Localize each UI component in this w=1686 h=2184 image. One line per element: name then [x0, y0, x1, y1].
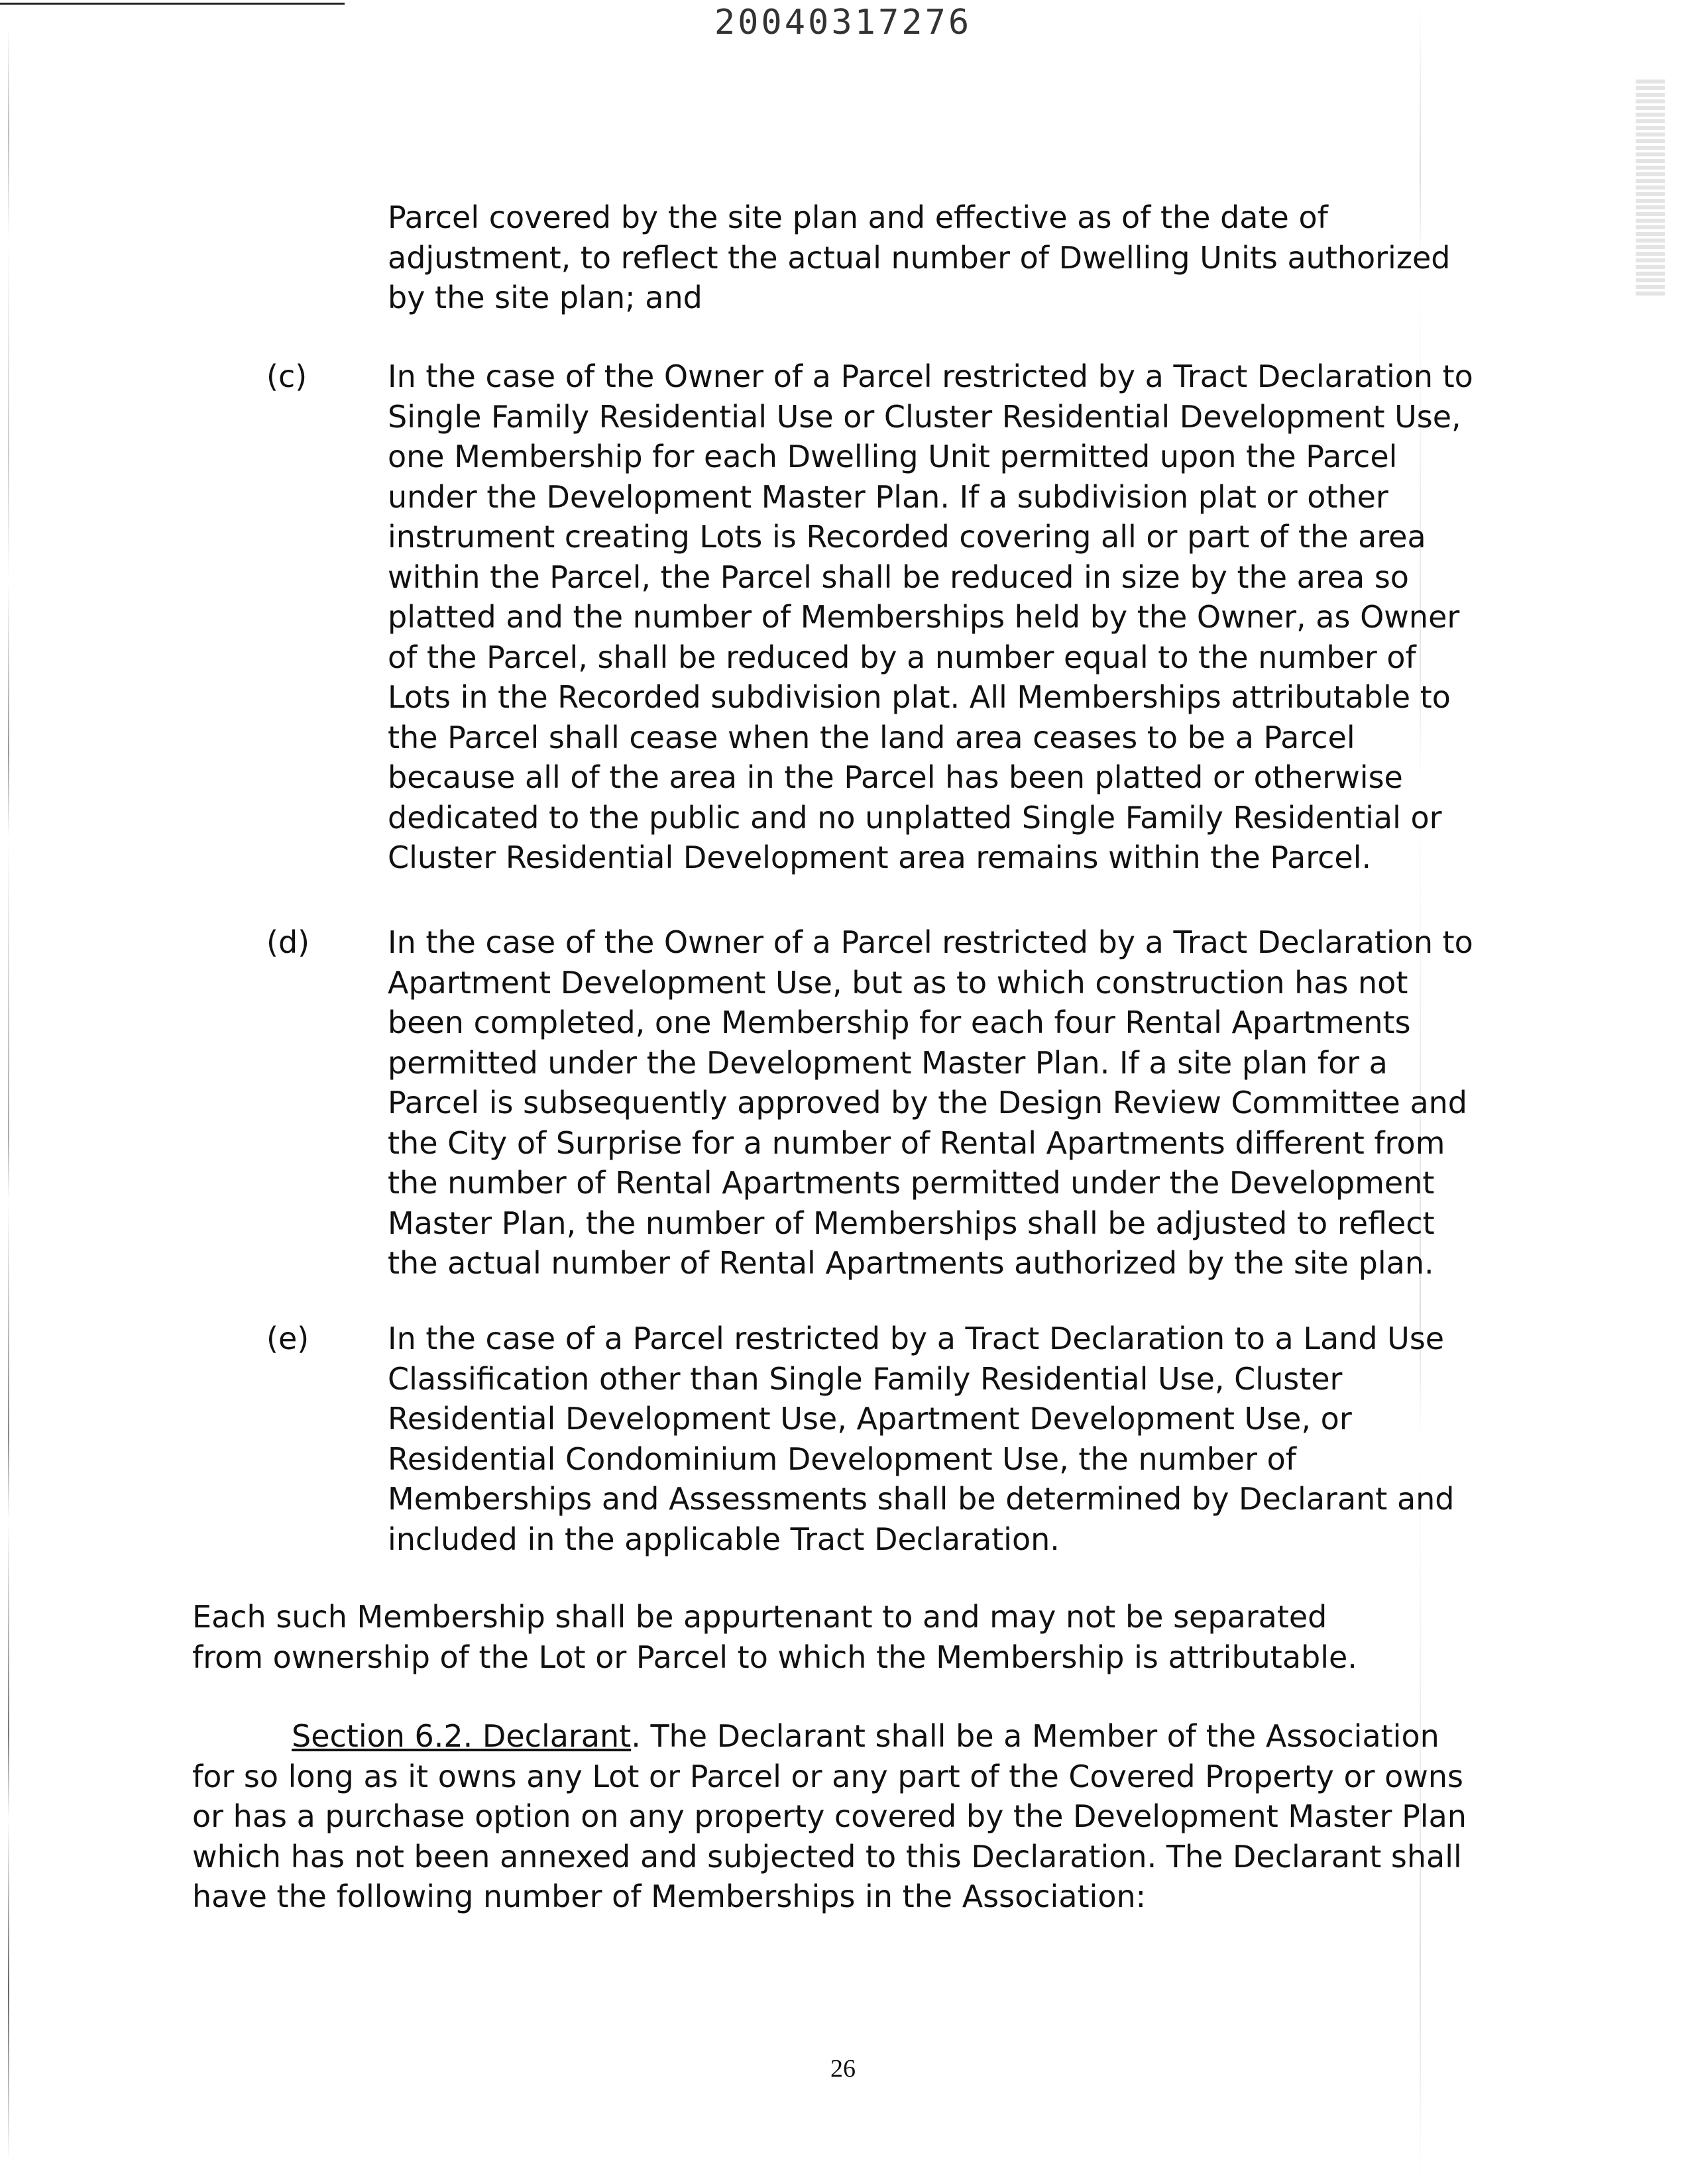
section-heading: Section 6.2. Declarant [292, 1718, 632, 1754]
list-item-text: In the case of the Owner of a Parcel restricted by a Tract Declaration to Single Family Residential Use or Cluster Residential Development Use, one Membership for each Dwelling Unit permitted upon the Parcel under the Development Master Plan. If a subdivision plat or other instrument creating Lots is Recorded covering all or part of the area within the Parcel, the Parcel shall be reduced in size by the area so platted and the number of Memberships held by the Owner, as Owner of the Parcel, shall be reduced by a number equal to the number of Lots in the Recorded subdivision plat. All Memberships attributable to the Parcel shall cease when the land area ceases to be a Parcel because all of the area in the Parcel has been platted or otherwise dedicated to the public and no unplatted Single Family Residential or Cluster Residential Development area remains within the Parcel. [388, 358, 1473, 875]
continuation-paragraph: Parcel covered by the site plan and effective as of the date of adjustment, to reflect the actual number of Dwelling Units authorized by the site plan; and [388, 199, 1451, 315]
vertical-stamp-mark [1636, 80, 1665, 298]
section-paragraph [192, 1716, 1471, 1917]
list-item-text: In the case of the Owner of a Parcel restricted by a Tract Declaration to Apartment Development Use, but as to which construction has not been completed, one Membership for each four Rental Apartments permitted under the Development Master Plan. If a site plan for a Parcel is subsequently approved by the Design Review Committee and the City of Surprise for a number of Rental Apartments different from the number of Rental Apartments permitted under the Development Master Plan, the number of Memberships shall be adjusted to reflect the actual number of Rental Apartments authorized by the site plan. [388, 924, 1473, 1281]
list-item-label: (c) [266, 358, 308, 394]
list-item-label: (e) [266, 1321, 309, 1356]
page-number: 26 [830, 2055, 856, 2083]
list-item-text: In the case of a Parcel restricted by a Tract Declaration to a Land Use Classification other than Single Family Residential Use, Cluster Residential Development Use, Apartment Development Use, or Residential Condominium Development Use, the number of Memberships and Assessments shall be determined by Declarant and included in the applicable Tract Declaration. [388, 1321, 1455, 1557]
list-item-label: (d) [266, 924, 310, 960]
document-number: 20040317276 [714, 3, 972, 42]
section-text: . The Declarant shall be a Member of the Association for so long as it owns any Lot or Parcel or any part of the Covered Property or owns or has a purchase option on any property covered by the Development Master Plan which has not been annexed and subjected to this Declaration. The Declarant shall have the following number of Memberships in the Association: [192, 1718, 1467, 1914]
scan-edge-artifact [8, 27, 9, 2160]
closing-paragraph: Each such Membership shall be appurtenant to and may not be separated from ownership of the Lot or Parcel to which the Membership is attributable. [192, 1599, 1357, 1675]
